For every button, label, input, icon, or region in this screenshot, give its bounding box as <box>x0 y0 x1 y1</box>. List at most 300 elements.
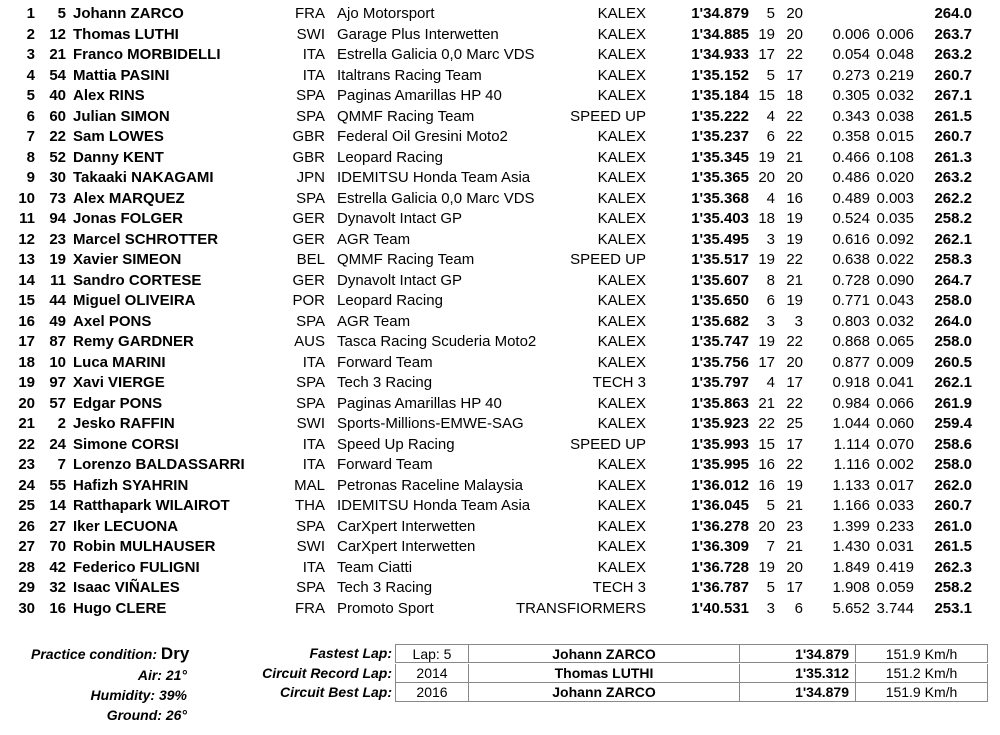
top-speed: 264.0 <box>934 5 972 22</box>
rider-name: Hafizh SYAHRIN <box>73 476 189 494</box>
nationality: SPA <box>296 374 325 391</box>
gap-to-previous: 3.744 <box>876 599 914 617</box>
table-row <box>0 291 1000 312</box>
team-name: CarXpert Interwetten <box>337 517 476 535</box>
table-row <box>0 496 1000 517</box>
table-row <box>0 230 1000 251</box>
best-lap-number: 16 <box>758 476 775 494</box>
rider-name: Ratthapark WILAIROT <box>73 497 230 514</box>
table-row <box>0 353 1000 374</box>
lap-info: Lap: 5 <box>395 644 468 663</box>
gap-to-first: 0.771 <box>832 292 870 309</box>
table-row <box>0 537 1000 558</box>
gap-to-first: 1.166 <box>832 497 870 514</box>
total-laps: 22 <box>786 456 803 473</box>
lap-time: 1'34.885 <box>691 25 749 43</box>
motorcycle: KALEX <box>597 312 646 330</box>
nationality: ITA <box>302 558 325 576</box>
rider-number: 10 <box>49 353 66 371</box>
gap-to-first: 0.524 <box>832 210 870 227</box>
gap-to-previous: 0.009 <box>876 353 914 371</box>
rider-name: Axel PONS <box>73 312 152 330</box>
motorcycle: SPEED UP <box>570 435 646 453</box>
top-speed: 262.2 <box>934 189 972 207</box>
position: 1 <box>26 5 35 22</box>
top-speed: 261.3 <box>934 148 972 166</box>
rider-name: Xavier SIMEON <box>73 251 182 268</box>
total-laps: 21 <box>786 271 803 289</box>
gap-to-first: 0.054 <box>832 46 870 63</box>
team-name: AGR Team <box>337 230 411 248</box>
rider-name: Julian SIMON <box>73 107 170 125</box>
lap-time: 1'35.403 <box>691 210 749 227</box>
team-name: Garage Plus Interwetten <box>337 25 499 43</box>
gap-to-previous: 0.033 <box>876 497 914 514</box>
best-lap-number: 7 <box>766 538 775 555</box>
best-lap-number: 4 <box>766 189 775 207</box>
table-row <box>0 332 1000 353</box>
best-lap-number: 18 <box>758 210 775 227</box>
rider-number: 24 <box>49 435 66 453</box>
gap-to-previous: 0.043 <box>876 292 914 309</box>
lap-time: 1'35.797 <box>691 374 749 391</box>
team-name: AGR Team <box>337 312 411 330</box>
total-laps: 20 <box>786 558 803 576</box>
best-lap-number: 19 <box>758 25 775 43</box>
motorcycle: KALEX <box>597 538 646 555</box>
gap-to-previous: 0.092 <box>876 230 914 248</box>
rider-name: Luca MARINI <box>73 353 166 371</box>
gap-to-previous: 0.060 <box>876 415 914 432</box>
gap-to-first: 1.849 <box>832 558 870 576</box>
top-speed: 258.2 <box>934 579 972 596</box>
best-lap-number: 3 <box>766 230 775 248</box>
table-row <box>0 578 1000 599</box>
rider-number: 94 <box>49 210 66 227</box>
rider-number: 16 <box>49 599 66 617</box>
gap-to-first: 0.343 <box>832 107 870 125</box>
rider-number: 54 <box>49 66 66 84</box>
rider-number: 27 <box>49 517 66 535</box>
total-laps: 3 <box>794 312 803 330</box>
team-name: Federal Oil Gresini Moto2 <box>337 128 508 145</box>
rider-number: 60 <box>49 107 66 125</box>
nationality: SPA <box>296 579 325 596</box>
top-speed: 258.0 <box>934 456 972 473</box>
best-lap-number: 17 <box>758 353 775 371</box>
team-name: IDEMITSU Honda Team Asia <box>337 169 531 186</box>
team-name: QMMF Racing Team <box>337 251 475 268</box>
motorcycle: KALEX <box>597 271 646 289</box>
lap-time: 1'36.309 <box>691 538 749 555</box>
position: 3 <box>26 46 35 63</box>
total-laps: 19 <box>786 476 803 494</box>
rider-name: Franco MORBIDELLI <box>73 46 221 63</box>
lap-time: 1'34.933 <box>691 46 749 63</box>
total-laps: 22 <box>786 107 803 125</box>
motorcycle: KALEX <box>597 210 646 227</box>
nationality: GER <box>292 271 325 289</box>
lap-record-label: Fastest Lap: <box>309 645 392 661</box>
best-lap-number: 4 <box>766 107 775 125</box>
rider-name: Iker LECUONA <box>73 517 179 535</box>
team-name: Dynavolt Intact GP <box>337 210 463 227</box>
motorcycle: KALEX <box>597 497 646 514</box>
lap-rider: Johann ZARCO <box>468 683 739 702</box>
top-speed: 258.2 <box>934 210 972 227</box>
lap-time: 1'35.345 <box>691 148 749 166</box>
total-laps: 21 <box>786 148 803 166</box>
table-row <box>0 271 1000 292</box>
best-lap-number: 21 <box>758 394 775 412</box>
lap-rider: Johann ZARCO <box>468 644 739 663</box>
lap-time: 1'35.747 <box>691 333 749 350</box>
total-laps: 22 <box>786 394 803 412</box>
nationality: AUS <box>294 333 325 350</box>
position: 23 <box>18 456 35 473</box>
rider-number: 11 <box>50 271 66 289</box>
motorcycle: KALEX <box>597 333 646 350</box>
motorcycle: KALEX <box>597 46 646 63</box>
lap-time: 1'35.756 <box>691 353 749 371</box>
motorcycle: KALEX <box>597 517 646 535</box>
top-speed: 263.2 <box>934 169 972 186</box>
position: 8 <box>26 148 35 166</box>
best-lap-number: 6 <box>766 128 775 145</box>
position: 20 <box>18 394 35 412</box>
rider-number: 5 <box>57 5 66 22</box>
best-lap-number: 3 <box>766 599 775 617</box>
gap-to-first: 1.430 <box>832 538 870 555</box>
total-laps: 18 <box>786 87 803 104</box>
results-table <box>0 4 1000 619</box>
position: 24 <box>18 476 35 494</box>
best-lap-number: 6 <box>766 292 775 309</box>
rider-name: Federico FULIGNI <box>73 558 200 576</box>
lap-time: 1'35.222 <box>691 107 749 125</box>
rider-number: 32 <box>49 579 66 596</box>
total-laps: 25 <box>786 415 803 432</box>
top-speed: 262.1 <box>934 230 972 248</box>
nationality: SPA <box>296 312 325 330</box>
team-name: Promoto Sport <box>337 599 434 617</box>
total-laps: 20 <box>786 353 803 371</box>
lap-time: 1'35.517 <box>691 251 749 268</box>
rider-name: Marcel SCHROTTER <box>73 230 219 248</box>
rider-name: Alex MARQUEZ <box>73 189 185 207</box>
best-lap-number: 5 <box>766 497 775 514</box>
lap-time: 1'36.787 <box>691 579 749 596</box>
best-lap-number: 15 <box>758 435 775 453</box>
gap-to-first: 0.489 <box>832 189 870 207</box>
top-speed: 261.5 <box>934 107 972 125</box>
top-speed: 263.7 <box>934 25 972 43</box>
motorcycle: KALEX <box>597 394 646 412</box>
rider-number: 52 <box>49 148 66 166</box>
table-row <box>0 168 1000 189</box>
gap-to-first: 1.044 <box>832 415 870 432</box>
top-speed: 260.5 <box>934 353 972 371</box>
nationality: MAL <box>294 476 325 494</box>
table-row <box>0 148 1000 169</box>
team-name: Petronas Raceline Malaysia <box>337 476 523 494</box>
rider-name: Miguel OLIVEIRA <box>73 292 196 309</box>
position: 30 <box>18 599 35 617</box>
nationality: ITA <box>302 66 325 84</box>
total-laps: 23 <box>786 517 803 535</box>
rider-number: 30 <box>49 169 66 186</box>
team-name: IDEMITSU Honda Team Asia <box>337 497 531 514</box>
top-speed: 260.7 <box>934 128 972 145</box>
table-row <box>0 4 1000 25</box>
air-temperature: Air: 21° <box>137 667 187 683</box>
rider-number: 57 <box>49 394 66 412</box>
nationality: ITA <box>302 456 325 473</box>
team-name: Team Ciatti <box>337 558 413 576</box>
lap-time-record: 1'34.879 <box>739 644 855 663</box>
rider-name: Sandro CORTESE <box>73 271 202 289</box>
table-row <box>0 127 1000 148</box>
lap-time: 1'35.995 <box>691 456 749 473</box>
rider-name: Hugo CLERE <box>73 599 167 617</box>
position: 19 <box>18 374 35 391</box>
best-lap-number: 5 <box>766 579 775 596</box>
lap-time: 1'35.650 <box>691 292 749 309</box>
rider-name: Robin MULHAUSER <box>73 538 216 555</box>
team-name: Tech 3 Racing <box>337 579 433 596</box>
lap-time: 1'35.495 <box>691 230 749 248</box>
lap-time: 1'35.184 <box>691 87 749 104</box>
top-speed: 258.0 <box>934 292 972 309</box>
lap-info: 2014 <box>395 664 468 683</box>
motorcycle: SPEED UP <box>570 251 646 268</box>
gap-to-previous: 0.070 <box>876 435 914 453</box>
gap-to-previous: 0.031 <box>876 538 914 555</box>
motorcycle: KALEX <box>597 5 646 22</box>
top-speed: 258.3 <box>934 251 972 268</box>
ground-temperature: Ground: 26° <box>106 707 187 723</box>
lap-time: 1'35.152 <box>691 66 749 84</box>
motorcycle: TRANSFIORMERS <box>515 599 646 617</box>
lap-time: 1'36.728 <box>691 558 749 576</box>
top-speed: 264.7 <box>934 271 972 289</box>
motorcycle: KALEX <box>597 292 646 309</box>
rider-name: Jonas FOLGER <box>73 210 184 227</box>
top-speed: 260.7 <box>934 66 972 84</box>
motorcycle: KALEX <box>597 415 646 432</box>
nationality: GBR <box>292 128 325 145</box>
gap-to-previous: 0.090 <box>876 271 914 289</box>
gap-to-previous: 0.002 <box>876 456 914 473</box>
best-lap-number: 19 <box>758 333 775 350</box>
total-laps: 21 <box>786 497 803 514</box>
table-row <box>0 312 1000 333</box>
team-name: Paginas Amarillas HP 40 <box>337 394 502 412</box>
best-lap-number: 4 <box>766 374 775 391</box>
practice-condition-value: Dry <box>160 644 190 663</box>
gap-to-first: 1.133 <box>832 476 870 494</box>
motorcycle: TECH 3 <box>592 374 646 391</box>
motorcycle: KALEX <box>597 25 646 43</box>
gap-to-first: 0.984 <box>832 394 870 412</box>
rider-number: 87 <box>49 333 66 350</box>
nationality: BEL <box>296 251 325 268</box>
table-row <box>0 414 1000 435</box>
best-lap-number: 8 <box>766 271 775 289</box>
lap-time: 1'40.531 <box>691 599 749 617</box>
rider-name: Remy GARDNER <box>73 333 194 350</box>
nationality: JPN <box>296 169 325 186</box>
nationality: SPA <box>296 517 325 535</box>
gap-to-previous: 0.022 <box>876 251 914 268</box>
team-name: QMMF Racing Team <box>337 107 475 125</box>
gap-to-first: 0.918 <box>832 374 870 391</box>
lap-speed: 151.9 Km/h <box>855 683 988 702</box>
position: 18 <box>18 353 35 371</box>
rider-number: 12 <box>49 25 66 43</box>
lap-time: 1'36.012 <box>691 476 749 494</box>
motorcycle: KALEX <box>597 128 646 145</box>
motorcycle: KALEX <box>597 476 646 494</box>
best-lap-number: 17 <box>758 46 775 63</box>
nationality: SPA <box>296 87 325 104</box>
lap-time: 1'36.278 <box>691 517 749 535</box>
position: 14 <box>18 271 35 289</box>
nationality: GER <box>292 230 325 248</box>
lap-speed: 151.9 Km/h <box>855 644 988 663</box>
top-speed: 262.0 <box>934 476 972 494</box>
table-row <box>0 189 1000 210</box>
motorcycle: KALEX <box>597 169 646 186</box>
motorcycle: TECH 3 <box>592 579 646 596</box>
table-row <box>0 599 1000 620</box>
gap-to-previous: 0.233 <box>876 517 914 535</box>
gap-to-previous: 0.219 <box>876 66 914 84</box>
total-laps: 19 <box>786 230 803 248</box>
nationality: FRA <box>295 5 325 22</box>
top-speed: 267.1 <box>934 87 972 104</box>
total-laps: 20 <box>786 5 803 22</box>
best-lap-number: 16 <box>758 456 775 473</box>
best-lap-number: 19 <box>758 558 775 576</box>
gap-to-previous: 0.038 <box>876 107 914 125</box>
top-speed: 253.1 <box>934 599 972 617</box>
position: 2 <box>26 25 35 43</box>
nationality: SPA <box>296 107 325 125</box>
gap-to-first: 0.466 <box>832 148 870 166</box>
nationality: POR <box>292 292 325 309</box>
position: 11 <box>19 210 35 227</box>
motorcycle: KALEX <box>597 558 646 576</box>
table-row <box>0 86 1000 107</box>
top-speed: 263.2 <box>934 46 972 63</box>
gap-to-previous: 0.003 <box>876 189 914 207</box>
rider-name: Danny KENT <box>73 148 164 166</box>
rider-number: 55 <box>49 476 66 494</box>
rider-number: 23 <box>49 230 66 248</box>
position: 12 <box>18 230 35 248</box>
rider-number: 22 <box>49 128 66 145</box>
best-lap-number: 22 <box>758 415 775 432</box>
total-laps: 19 <box>786 210 803 227</box>
table-row <box>0 25 1000 46</box>
best-lap-number: 19 <box>758 251 775 268</box>
nationality: SPA <box>296 394 325 412</box>
nationality: SWI <box>296 538 325 555</box>
rider-name: Thomas LUTHI <box>73 25 179 43</box>
lap-record-row <box>240 683 1000 702</box>
gap-to-first: 0.273 <box>832 66 870 84</box>
team-name: Ajo Motorsport <box>337 5 435 22</box>
team-name: Tech 3 Racing <box>337 374 433 391</box>
position: 28 <box>18 558 35 576</box>
position: 16 <box>18 312 35 330</box>
rider-number: 44 <box>49 292 66 309</box>
rider-name: Takaaki NAKAGAMI <box>73 169 214 186</box>
nationality: GBR <box>292 148 325 166</box>
total-laps: 22 <box>786 333 803 350</box>
total-laps: 20 <box>786 169 803 186</box>
rider-name: Edgar PONS <box>73 394 163 412</box>
nationality: SWI <box>296 25 325 43</box>
rider-number: 42 <box>49 558 66 576</box>
total-laps: 22 <box>786 251 803 268</box>
rider-number: 40 <box>49 87 66 104</box>
lap-time: 1'35.993 <box>691 435 749 453</box>
top-speed: 260.7 <box>934 497 972 514</box>
team-name: Estrella Galicia 0,0 Marc VDS <box>337 46 535 63</box>
best-lap-number: 20 <box>758 169 775 186</box>
lap-rider: Thomas LUTHI <box>468 664 739 683</box>
top-speed: 262.3 <box>934 558 972 576</box>
position: 25 <box>18 497 35 514</box>
gap-to-previous: 0.020 <box>876 169 914 186</box>
total-laps: 22 <box>786 46 803 63</box>
nationality: THA <box>295 497 325 514</box>
gap-to-first: 0.616 <box>832 230 870 248</box>
lap-time: 1'35.607 <box>691 271 749 289</box>
top-speed: 261.5 <box>934 538 972 555</box>
rider-number: 21 <box>49 46 66 63</box>
total-laps: 22 <box>786 128 803 145</box>
gap-to-previous: 0.041 <box>876 374 914 391</box>
gap-to-first: 0.638 <box>832 251 870 268</box>
rider-number: 97 <box>49 374 66 391</box>
team-name: Forward Team <box>337 456 433 473</box>
gap-to-first: 0.868 <box>832 333 870 350</box>
best-lap-number: 5 <box>766 66 775 84</box>
gap-to-previous: 0.066 <box>876 394 914 412</box>
team-name: Italtrans Racing Team <box>337 66 482 84</box>
best-lap-number: 20 <box>758 517 775 535</box>
gap-to-previous: 0.006 <box>876 25 914 43</box>
table-row <box>0 66 1000 87</box>
gap-to-first: 5.652 <box>832 599 870 617</box>
top-speed: 261.9 <box>934 394 972 412</box>
position: 10 <box>18 189 35 207</box>
table-row <box>0 435 1000 456</box>
team-name: CarXpert Interwetten <box>337 538 476 555</box>
gap-to-previous: 0.108 <box>876 148 914 166</box>
team-name: Dynavolt Intact GP <box>337 271 463 289</box>
motorcycle: KALEX <box>597 456 646 473</box>
gap-to-previous: 0.032 <box>876 312 914 330</box>
nationality: GER <box>292 210 325 227</box>
rider-name: Simone CORSI <box>73 435 179 453</box>
lap-speed: 151.2 Km/h <box>855 664 988 683</box>
team-name: Estrella Galicia 0,0 Marc VDS <box>337 189 535 207</box>
gap-to-first: 0.006 <box>832 25 870 43</box>
